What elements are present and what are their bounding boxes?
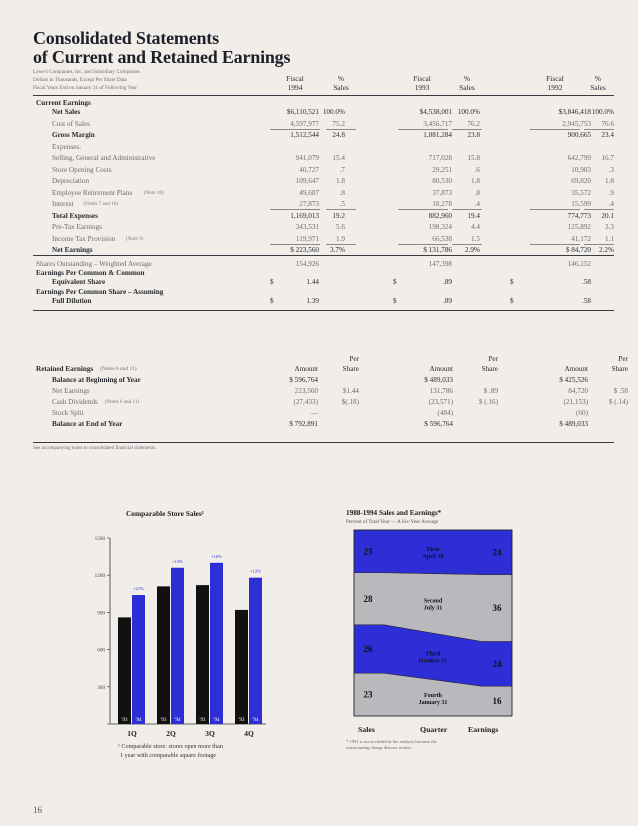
fiscal-note: Fiscal Years End on January 31 of Following Year [33, 85, 138, 91]
row-label: Balance at Beginning of Year [52, 376, 141, 384]
company-name: Lowe's Companies, Inc. and Subsidiary Companies [33, 69, 140, 75]
cell-value: 100.0% [591, 108, 614, 116]
chart2-label-earnings: Earnings [468, 725, 499, 734]
cell-value: 2.9% [465, 246, 480, 254]
footnote: See accompanying notes to consolidated financial statements. [33, 446, 157, 451]
row-label: Net Earnings [52, 387, 90, 395]
chart2-quarter-name: Fourth [424, 692, 442, 699]
row-label: Total Expenses [52, 211, 98, 220]
cell-value: 40,727 [299, 165, 319, 174]
cell-value: 2,945,753 [562, 119, 591, 128]
cell-value: 37,873 [432, 188, 452, 197]
eps-row: Equivalent Share $ 1.44 $ .89 $ .58 [52, 278, 591, 286]
chart1-growth-label: +16% [210, 553, 223, 559]
header-rule [33, 95, 614, 96]
cell-value: 941,079 [295, 154, 319, 162]
chart2-quarter-date: January 31 [418, 699, 448, 706]
cell-value: $4,538,001 [419, 108, 452, 116]
col-header-pct-1993: % Sales [459, 74, 475, 92]
row-note: (Note 10) [143, 189, 164, 196]
chart2-earnings-value: 16 [492, 696, 502, 707]
row-label: Net Earnings [52, 246, 93, 254]
cell-value: 1.8 [336, 177, 345, 185]
cell-value: (27,433) [293, 398, 318, 406]
cell-value: 3,456,717 [423, 119, 452, 128]
cell-value: 49,687 [299, 188, 319, 197]
cell-value: 15.4 [332, 154, 345, 162]
cell-value: (23,571) [428, 398, 453, 406]
cell-value: (484) [437, 409, 453, 417]
table-row [0, 176, 638, 186]
cell-value: 4,597,977 [290, 119, 319, 128]
cell-value: — [310, 409, 318, 417]
cell-value: .4 [608, 200, 614, 208]
table-row [0, 397, 638, 407]
cell-value: $ 84,720 [565, 246, 591, 254]
cell-value: 100.0% [322, 108, 345, 116]
row-label: Store Opening Costs [52, 165, 112, 174]
table-row [0, 375, 638, 385]
cell-value: 125,892 [567, 223, 591, 231]
cell-value: 23.8 [467, 131, 480, 139]
chart1-bar [249, 578, 262, 724]
row-label: Balance at End of Year [52, 420, 123, 428]
chart1-footnote-2: 1 year with comparable square footage [120, 752, 217, 759]
cell-value: .4 [474, 200, 480, 208]
cell-value: .8 [474, 188, 480, 197]
cell-value: $(.18) [341, 398, 359, 406]
cell-value: 27,873 [299, 200, 319, 208]
table-row [0, 222, 638, 232]
cell-value: $ 489,033 [559, 420, 588, 428]
chart1-bar-label: '94 [252, 718, 259, 723]
chart1-bar-label: '94 [174, 718, 181, 723]
page-title-line2: of Current and Retained Earnings [33, 47, 291, 67]
chart2-sales-value: 23 [363, 689, 373, 700]
cell-value: 642,799 [567, 154, 591, 162]
cell-value: .8 [339, 188, 345, 197]
chart2-earnings-value: 24 [492, 658, 502, 669]
cell-value: 29,251 [432, 165, 452, 174]
col-header-pct-1992: % Sales [590, 74, 606, 92]
chart2-label-sales: Sales [358, 725, 375, 734]
table-row [0, 199, 638, 209]
chart1-bar [157, 586, 170, 724]
chart2-quarter-date: April 30 [422, 553, 444, 560]
chart2-earnings-value: 24 [492, 547, 502, 558]
col-header-1993: Fiscal 1993 [413, 74, 431, 92]
cell-value: 223,560 [294, 387, 318, 395]
table-row [0, 408, 638, 418]
units-note: Dollars in Thousands, Except Per Share Data [33, 77, 127, 83]
section-rule-3 [33, 442, 614, 443]
chart2-label-quarter: Quarter [420, 725, 448, 734]
row-label: Cash Dividends [52, 398, 98, 406]
chart1-bar [196, 585, 209, 724]
chart1-tick-label: 600 [97, 647, 105, 654]
cell-value: 76.2 [467, 119, 480, 128]
row-label: Gross Margin [52, 131, 95, 139]
chart2-footnote-1: * 1991 is not included in the analysis because the [346, 739, 437, 744]
table-row [0, 188, 638, 198]
cell-value: 4.4 [471, 223, 480, 231]
chart1-growth-label: +21% [132, 586, 145, 592]
section-current-earnings: Current Earnings [36, 99, 91, 107]
chart2-quarter-date: July 31 [423, 605, 443, 612]
row-label: Income Tax Provision [52, 234, 116, 243]
chart1-bar [171, 568, 184, 724]
table-row [0, 234, 638, 244]
cell-value: 119,971 [295, 234, 319, 243]
cell-value: 75.2 [332, 119, 345, 128]
cell-value: $ (.14) [608, 398, 628, 406]
cell-value: 3.7% [330, 246, 345, 254]
cell-value: 66,538 [432, 234, 452, 243]
cell-value: 18,278 [432, 200, 452, 208]
chart1-growth-label: +12% [249, 568, 262, 574]
chart2-sales-value: 28 [363, 593, 373, 604]
row-note: (Notes 6 and 11) [104, 399, 140, 405]
chart2-subtitle: Percent of Total Year — A Six-Year Average [346, 519, 439, 525]
cell-value: $ 223,560 [290, 246, 319, 254]
chart2-sales-value: 23 [363, 546, 373, 557]
chart1-tick-label: 1200 [94, 573, 105, 580]
cell-value: 1,512,544 [290, 131, 319, 139]
chart1-tick-label: 300 [97, 684, 105, 691]
chart1-bar-label: '93 [160, 718, 167, 723]
diluted-label-row: Earnings Per Common Share – Assuming [36, 288, 164, 296]
row-label: Net Sales [52, 108, 81, 116]
chart1-category-label: 4Q [244, 729, 254, 738]
chart2-quarter-date: October 31 [418, 658, 448, 665]
row-label: Expenses: [52, 142, 82, 151]
cell-value: 198,324 [428, 223, 452, 231]
row-note: (Notes 7 and 16) [83, 201, 119, 207]
cell-value: 900,665 [567, 131, 591, 139]
cell-value: .5 [339, 200, 345, 208]
diluted-row: Full Dilution $ 1.39 $ .89 $ .58 [52, 297, 591, 305]
row-label: Employee Retirement Plans [52, 188, 133, 197]
chart2-quarter-name: First [426, 546, 440, 553]
cell-value: $ 425,526 [559, 376, 588, 384]
row-note: (Note 9) [126, 235, 144, 242]
cell-value: (21,153) [563, 398, 588, 406]
cell-value: (60) [576, 409, 588, 417]
chart1-bar-label: '93 [121, 718, 128, 723]
chart2-earnings-value: 36 [492, 603, 502, 614]
retained-heading: Retained Earnings [36, 365, 94, 373]
cell-value: .3 [608, 165, 614, 174]
cell-value: 80,530 [432, 177, 452, 185]
cell-value: 23.4 [601, 131, 614, 139]
chart1-bar-label: '94 [213, 718, 220, 723]
table-row [0, 386, 638, 396]
table-row [0, 107, 638, 117]
cell-value: 35,572 [571, 188, 591, 197]
cell-value: $ 131,786 [423, 246, 452, 254]
row-label: Depreciation [52, 177, 90, 185]
cell-value: $ .58 [613, 387, 628, 395]
chart1-footnote-1: ¹ Comparable store: stores open more than [118, 743, 223, 750]
cell-value: $ 792,891 [289, 420, 318, 428]
table-row [0, 130, 638, 140]
cell-value: .7 [339, 165, 345, 174]
cell-value: 1.1 [605, 234, 614, 243]
cell-value: 24.8 [332, 131, 345, 139]
comparable-store-sales-chart [70, 500, 310, 770]
eps-label-row: Earnings Per Common & Common [36, 269, 145, 277]
cell-value: 774,773 [567, 211, 591, 220]
chart2-bands [354, 530, 512, 716]
page-number: 16 [33, 805, 42, 815]
row-label: Cost of Sales [52, 119, 90, 128]
chart1-bar [132, 595, 145, 724]
cell-value: 109,647 [295, 177, 319, 185]
chart2-footnote-2: restructuring charge distorts results. [346, 745, 412, 750]
cell-value: 1.5 [471, 234, 480, 243]
chart2-quarter-name: Third [425, 651, 441, 658]
cell-value: 15,599 [571, 200, 591, 208]
cell-value: 1,169,013 [290, 211, 319, 220]
cell-value: 1,081,284 [423, 131, 452, 139]
chart2-sales-value: 26 [363, 644, 373, 655]
sales-earnings-chart [340, 500, 540, 770]
chart2-title: 1988-1994 Sales and Earnings* [346, 509, 442, 517]
cell-value: $ 489,033 [424, 376, 453, 384]
chart2-quarter-name: Second [423, 598, 443, 605]
cell-value: $1.44 [342, 387, 359, 395]
cell-value: 19.2 [332, 211, 345, 220]
table-row [0, 419, 638, 429]
table-row [0, 245, 638, 255]
cell-value: 69,820 [571, 177, 591, 185]
row-label: Pre-Tax Earnings [52, 223, 102, 231]
chart1-tick-label: 900 [97, 610, 105, 617]
cell-value: 2.2% [599, 246, 614, 254]
chart1-growth-label: +13% [171, 558, 184, 564]
cell-value: 1.8 [471, 177, 480, 185]
chart1-category-label: 1Q [127, 729, 137, 738]
chart1-bar [118, 617, 131, 724]
table-row [0, 142, 638, 152]
table-row [0, 211, 638, 221]
chart1-title: Comparable Store Sales¹ [125, 509, 205, 518]
cell-value: .9 [608, 188, 614, 197]
cell-value: 717,028 [428, 154, 452, 162]
page-title: Consolidated Statements [33, 28, 219, 48]
section-rule [33, 255, 614, 256]
cell-value: 343,531 [295, 223, 319, 231]
row-label: Interest [52, 200, 74, 208]
cell-value: .6 [474, 165, 480, 174]
cell-value: 1.9 [336, 234, 345, 243]
chart1-category-label: 3Q [205, 729, 215, 738]
cell-value: 100.0% [457, 108, 480, 116]
retained-header-row: Retained Earnings (Notes 6 and 11) Amount Share Amount Share Amount Share [36, 365, 628, 373]
cell-value: $ 596,764 [424, 420, 453, 428]
retained-per-row: Per Per Per [349, 355, 628, 363]
cell-value: 84,720 [568, 387, 588, 395]
cell-value: 19.4 [467, 211, 480, 220]
cell-value: 76.6 [601, 119, 614, 128]
col-header-pct-1994: % Sales [333, 74, 349, 92]
chart1-bar-label: '93 [199, 718, 206, 723]
row-label: Selling, General and Administrative [52, 154, 156, 162]
col-header-1994: Fiscal 1994 [286, 74, 304, 92]
cell-value: $3,846,418 [558, 108, 591, 116]
shares-outstanding-row: Shares Outstanding – Weighted Average 154,926 147,398 146,152 [36, 260, 591, 268]
cell-value: 20.1 [601, 211, 614, 220]
chart1-bar [210, 563, 223, 724]
chart1-bar-label: '93 [238, 718, 245, 723]
cell-value: 3.3 [605, 223, 614, 231]
cell-value: 10,983 [571, 165, 591, 174]
cell-value: 882,960 [428, 211, 452, 220]
chart1-category-label: 2Q [166, 729, 176, 738]
cell-value: 5.6 [336, 223, 345, 231]
chart1-tick-label: 1500 [94, 536, 105, 542]
cell-value: 16.7 [601, 154, 614, 162]
cell-value: $ 596,764 [289, 376, 318, 384]
table-row [0, 119, 638, 129]
section-rule-2 [33, 310, 614, 311]
col-header-1992: Fiscal 1992 [546, 74, 564, 92]
cell-value: $ .89 [483, 387, 498, 395]
chart1-bar [235, 610, 248, 724]
cell-value: $ (.16) [478, 398, 498, 406]
table-row [0, 153, 638, 163]
cell-value: $6,110,521 [286, 108, 319, 116]
cell-value: 41,172 [571, 234, 591, 243]
cell-value: 131,786 [429, 387, 453, 395]
row-label: Stock Split [52, 409, 84, 417]
table-row [0, 165, 638, 175]
cell-value: 1.8 [605, 177, 614, 185]
cell-value: 15.8 [467, 154, 480, 162]
chart1-bar-label: '94 [135, 718, 142, 723]
